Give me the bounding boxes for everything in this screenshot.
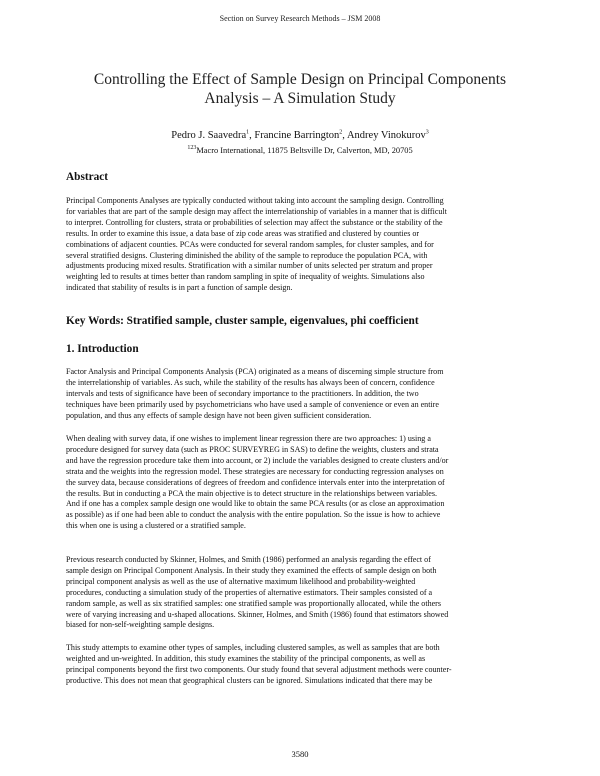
keywords: Key Words: Stratified sample, cluster sample, eigenvalues, phi coefficient	[66, 315, 419, 327]
text-line: population, and thus any effects of sample design have not been given sufficient consideration.	[66, 410, 372, 420]
text-line: results. In order to examine this issue, a data base of zip code areas was stratified and clustered by counties or	[66, 228, 420, 238]
page-number: 3580	[291, 749, 309, 759]
affiliation-mark: 123	[187, 145, 197, 152]
intro-paragraph-4	[66, 643, 537, 687]
text-line: indicated that stability of results is in part a function of sample design.	[66, 283, 293, 293]
text-line: weighting led to results at times better than random sampling in spite of inequality of weights. Simulations also	[66, 272, 425, 282]
text-line: the interrelationship of variables. As such, while the stability of the results has always been of concern, confidence	[66, 377, 435, 387]
author-3: Andrey Vinokurov	[346, 130, 426, 141]
text-line: This study attempts to examine other types of samples, including clustered samples, as well as samples that are both	[66, 643, 440, 652]
text-line: techniques have been primarily used by psychometricians who have used a sample of convenience or even an entire	[66, 399, 439, 409]
text-line: this when one is using a clustered or a stratified sample.	[66, 521, 246, 531]
text-line: to interpret. Controlling for clusters, strata or probabilities of selection may affect the substance or the stability of the	[66, 217, 443, 227]
text-line: When dealing with survey data, if one wishes to implement linear regression there are two approaches: 1) using a	[66, 434, 431, 443]
text-line: the survey data, because considerations of degrees of freedom and confidence intervals enter into the interpretation of	[66, 477, 445, 487]
affiliation	[0, 146, 600, 155]
text-line: And if one has a complex sample design one would like to obtain the same PCA results (or as close an approximation	[66, 499, 445, 509]
title-line-2: Analysis – A Simulation Study	[204, 90, 396, 107]
text-line: for variables that are part of the sample design may affect the interrelationship of variables in a manner that is difficult	[66, 206, 447, 216]
intro-paragraph-1	[66, 367, 537, 422]
text-line: several stratified designs. Clustering diminished the ability of the sample to reproduce the population PCA, with	[66, 250, 428, 260]
text-line: productive. This does not mean that geographical clusters can be ignored. Simulations indicated that there may be	[66, 675, 433, 685]
title-line-1: Controlling the Effect of Sample Design on Principal Components	[93, 71, 507, 88]
author-3-affil-mark: 3	[425, 129, 429, 136]
text-line: as possible) as if one had been able to conduct the analysis with the entire population. So the issue is how to achieve	[66, 510, 441, 520]
author-1: Pedro J. Saavedra	[171, 130, 247, 141]
text-line: intervals and tests of significance have been of secondary importance to the practitioners. In addition, the two	[66, 388, 419, 398]
text-line: Previous research conducted by Skinner, Holmes, and Smith (1986) performed an analysis regarding the effect of	[66, 555, 431, 564]
abstract-body	[66, 196, 537, 294]
text-line: biased for non-self-weighting sample designs.	[66, 620, 215, 630]
text-line: sample design on Principal Component Analysis. In their study they examined the effects of sample design on both	[66, 565, 437, 575]
author-separator: ,	[342, 130, 347, 141]
introduction-heading: 1. Introduction	[66, 343, 139, 355]
text-line: Principal Components Analyses are typically conducted without taking into account the sampling design. Controlling	[66, 196, 444, 205]
text-line: principal component analysis as well as the use of alternative maximum likelihood and probability-weighted	[66, 576, 416, 586]
text-line: procedure designed for survey data (such as PROC SURVEYREG in SAS) to define the weights, clusters and strata	[66, 444, 439, 454]
text-line: weighted and un-weighted. In addition, this study examines the stability of the principal components, as well as	[66, 653, 426, 663]
text-line: random sample, as well as six stratified samples: one stratified sample was proportionally allocated, while the others	[66, 598, 441, 608]
author-list	[0, 130, 600, 141]
text-line: Factor Analysis and Principal Components Analysis (PCA) originated as a means of discerning simple structure from	[66, 367, 444, 376]
abstract-heading: Abstract	[66, 171, 109, 183]
text-line: and have the regression procedure take them into account, or 2) include the variables designed to create clusters and/or	[66, 455, 449, 465]
text-line: were of varying increasing and u-shaped allocations. Skinner, Holmes, and Smith (1986) found that estimators showed	[66, 609, 449, 619]
affiliation-text: Macro International, 11875 Beltsville Dr, Calverton, MD, 20705	[196, 146, 413, 155]
intro-paragraph-2	[66, 434, 537, 532]
intro-paragraph-3	[66, 555, 537, 631]
text-line: adjustments producing mixed results. Stratification with a similar number of units selected per stratum and proper	[66, 261, 433, 271]
text-line: combinations of adjacent counties. PCAs were conducted for several random samples, for cluster samples, and for	[66, 239, 434, 249]
running-header: Section on Survey Research Methods – JSM 2008	[219, 14, 381, 23]
text-line: principal components beyond the first two components. Our study found that several adjustment methods were counter-	[66, 664, 452, 674]
author-1-affil-mark: 1	[246, 129, 250, 136]
paper-title	[60, 70, 540, 108]
text-line: strata and the weights into the regression model. These strategies are necessary for conducting regression analyses on	[66, 466, 444, 476]
author-2-affil-mark: 2	[339, 129, 343, 136]
text-line: the results. But in conducting a PCA the main objective is to detect structure in the relationships between variables.	[66, 488, 437, 498]
text-line: procedures, conducting a simulation study of the properties of alternative estimators. Their samples consisted of a	[66, 587, 433, 597]
author-separator: ,	[249, 130, 255, 141]
author-2: Francine Barrington	[254, 130, 340, 141]
